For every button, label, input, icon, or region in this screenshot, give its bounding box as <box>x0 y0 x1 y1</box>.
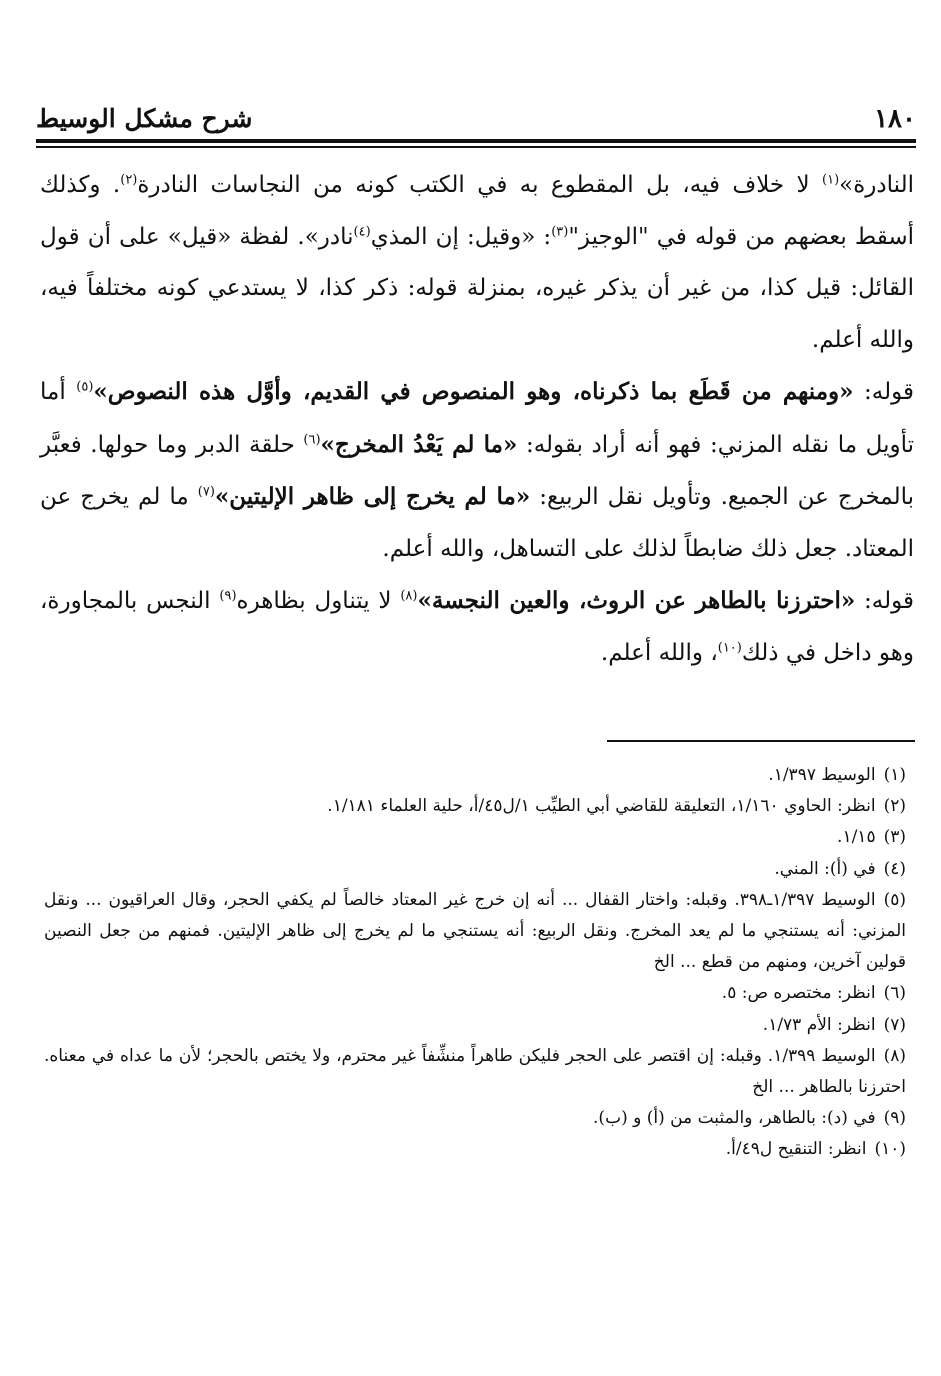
footnote-number: (١٠) <box>874 1139 906 1160</box>
footnote-number: (٦) <box>883 983 906 1004</box>
text-run: حلقة الدبر وما حولها. فعبَّر بالمخرج عن الجميع. وتأويل نقل الربيع: <box>40 431 915 510</box>
footnote-separator <box>607 740 915 742</box>
footnote-text: انظر: الحاوي ١/١٦٠، التعليقة للقاضي أبي الطيِّب ١/ل٤٥/أ، حلية العلماء ١/١٨١. <box>327 796 876 817</box>
text-run: لا خلاف فيه، بل المقطوع به في الكتب كونه من النجاسات النادرة <box>137 172 823 198</box>
footnote-item <box>44 978 906 1009</box>
quoted-text: «ومنهم من قَطَع بما ذكرناه، وهو المنصوص في القديم، وأوَّل هذه النصوص» <box>93 378 854 405</box>
text-run: أما تأويل ما نقله المزني: فهو أنه أراد بقوله: <box>40 379 914 458</box>
footnote-ref: (٩) <box>219 588 237 604</box>
footnote-text: في (أ): المني. <box>774 858 876 879</box>
page-header <box>36 104 916 136</box>
main-text <box>40 160 914 679</box>
footnote-ref: (٣) <box>551 223 569 239</box>
footnote-number: (٢) <box>883 796 906 817</box>
footnote-ref: (٥) <box>76 379 94 395</box>
footnote-text: انظر: مختصره ص: ٥. <box>721 983 876 1004</box>
text-run: النجس بالمجاورة، وهو داخل في ذلك <box>40 588 914 666</box>
paragraph-3 <box>40 575 914 679</box>
footnote-text: انظر: التنقيح ل٤٩/أ. <box>725 1139 867 1160</box>
quoted-text: «احترزنا بالطاهر عن الروث، والعين النجسة» <box>417 587 856 614</box>
footnote-text: ١/١٥. <box>837 827 876 848</box>
text-run: : «وقيل: إن المذي <box>370 223 552 250</box>
footnote-number: (٧) <box>883 1014 906 1035</box>
footnote-text: في (د): بالطاهر، والمثبت من (أ) و (ب). <box>593 1108 876 1129</box>
footnote-text: الوسيط ١/٣٩٩. وقبله: إن اقتصر على الحجر فليكن طاهراً منشِّفاً غير محترم، ولا يختص بالحجر؛ لأن ما عداه في معناه. احترزنا بالطاهر ... الخ <box>44 1045 906 1098</box>
footnote-ref: (١٠) <box>717 639 742 655</box>
footnote-item <box>44 1010 906 1041</box>
paragraph-1 <box>40 160 914 366</box>
footnote-ref: (٢) <box>120 172 138 188</box>
text-run: لا يتناول بظاهره <box>236 588 401 614</box>
running-title: شرح مشكل الوسيط <box>36 104 253 133</box>
footnote-number: (٨) <box>883 1045 906 1066</box>
footnotes <box>44 760 906 1166</box>
footnote-number: (٩) <box>883 1108 906 1129</box>
footnote-number: (٥) <box>883 889 906 910</box>
footnote-item <box>44 854 906 885</box>
footnote-item <box>44 1103 906 1134</box>
footnote-number: (١) <box>883 765 906 785</box>
footnote-ref: (١) <box>822 172 840 188</box>
quoted-text: «ما لم يخرج إلى ظاهر الإليتين» <box>214 483 531 510</box>
paragraph-2 <box>40 366 914 575</box>
footnote-item <box>44 885 906 979</box>
footnote-item <box>44 760 906 791</box>
footnote-number: (٤) <box>883 858 906 879</box>
text-run: . وكذلك أسقط بعضهم من قوله في "الوجيز" <box>40 172 914 250</box>
footnote-ref: (٧) <box>197 484 215 500</box>
footnote-ref: (٤) <box>353 223 371 239</box>
text-run: قوله: <box>855 588 914 614</box>
text-run: قوله: <box>853 379 914 405</box>
quoted-text: «ما لم يَعْدُ المخرج» <box>320 430 518 458</box>
header-rule-thin <box>36 146 916 148</box>
footnote-text: انظر: الأم ١/٧٣. <box>762 1014 876 1035</box>
footnote-item <box>44 1134 906 1165</box>
footnote-item <box>44 822 906 853</box>
footnote-item <box>44 791 906 822</box>
page-number: ١٨٠ <box>874 104 916 134</box>
text-run: ، والله أعلم. <box>600 639 718 666</box>
footnote-text: الوسيط ١/٣٩٧. <box>768 765 876 785</box>
footnote-item <box>44 1041 906 1103</box>
footnote-number: (٣) <box>883 827 906 848</box>
text-run: النادرة» <box>839 172 914 198</box>
footnote-text: الوسيط ١/٣٩٧ـ٣٩٨. وقبله: واختار القفال ... أنه إن خرج غير المعتاد خالصاً لم يكفي الحجر، وقال العراقيون ... ونقل المزني: أنه يستنجي ما لم يعد المخرج. ونقل الربيع: أنه يستنجي ما لم يخرج إلى ظاهر الإليتين. فمنهم من جعل النصين قولين آخرين، ومنهم من قطع ... الخ <box>44 889 906 973</box>
footnote-ref: (٦) <box>303 431 321 447</box>
text-run: نادر». لفظة «قيل» على أن قول القائل: قيل كذا، من غير أن يذكر غيره، بمنزلة قوله: ذكر كذا، لا يستدعي كونه مختلفاً فيه، والله أعلم. <box>40 223 914 353</box>
header-rule-thick <box>36 139 916 143</box>
footnote-ref: (٨) <box>400 588 418 604</box>
text-run: ما لم يخرج عن المعتاد. جعل ذلك ضابطاً لذلك على التساهل، والله أعلم. <box>40 484 914 562</box>
